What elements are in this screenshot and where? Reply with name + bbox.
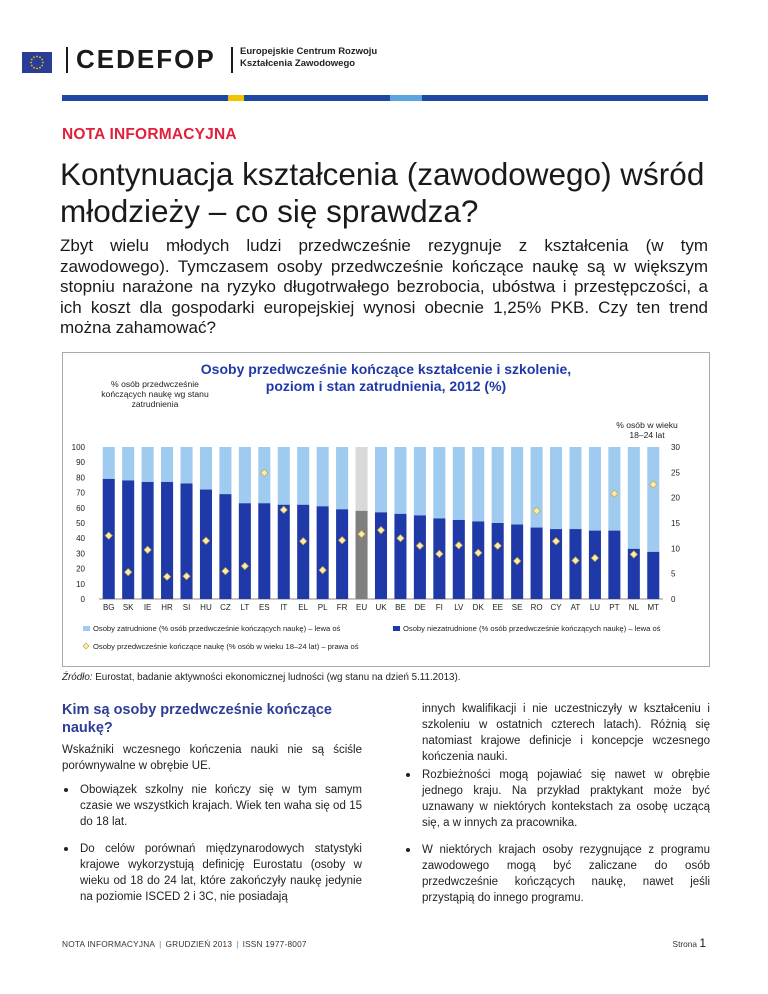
footer-issn: ISSN 1977-8007 (242, 939, 307, 949)
bar-unemployed (219, 494, 231, 599)
bar-unemployed (589, 531, 601, 599)
logo-divider (66, 47, 68, 73)
legend-label-rate: Osoby przedwcześnie kończące naukę (% osób w wieku 18–24 lat) – prawa oś (93, 642, 359, 651)
bar-employed (278, 447, 290, 505)
left-axis-label-line: % osób przedwcześnie (111, 379, 199, 389)
x-tick-label: PL (317, 603, 328, 612)
logo-separator (231, 47, 233, 73)
page-title: Kontynuacja kształcenia (zawodowego) wśród młodzieży – co się sprawdza? (60, 156, 705, 229)
x-tick-label: CZ (220, 603, 231, 612)
left-bullet-list (62, 782, 362, 916)
bullet-icon (64, 847, 68, 851)
stripe-segment (62, 95, 228, 101)
bar-unemployed (239, 503, 251, 599)
y-right-tick-label: 30 (671, 443, 680, 452)
y-tick-label: 60 (76, 503, 85, 513)
y-tick-label: 30 (76, 549, 85, 559)
y-tick-label: 100 (71, 443, 85, 452)
left-axis-label-line: zatrudnienia (131, 399, 179, 409)
bullet-icon (406, 773, 410, 777)
y-right-tick-label: 20 (671, 493, 680, 503)
x-tick-label: EE (492, 603, 504, 612)
bar-employed (589, 447, 601, 531)
x-tick-label: AT (570, 603, 581, 612)
footer-date: GRUDZIEŃ 2013 (165, 939, 233, 949)
bar-unemployed (375, 512, 387, 599)
organization-name: Europejskie Centrum Rozwoju Kształcenia Zawodowego (240, 46, 378, 69)
x-tick-label: SE (511, 603, 523, 612)
x-tick-label: FR (336, 603, 348, 612)
bar-unemployed (297, 505, 309, 599)
list-item-text: W niektórych krajach osoby rezygnujące z programu zawodowego mogą być zaliczane do osób przedwcześnie kończących naukę, nawet jeśli przystąpią do innego programu. (422, 844, 710, 904)
list-item-text: Obowiązek szkolny nie kończy się w tym samym czasie we wszystkich krajach. Wiek ten waha się od 15 do 18 lat. (80, 784, 362, 828)
bar-employed (122, 447, 134, 480)
x-tick-label: BE (395, 603, 406, 612)
list-item (404, 842, 710, 906)
x-tick-label: PT (609, 603, 620, 612)
y-tick-label: 70 (76, 488, 85, 498)
footer-publication: NOTA INFORMACYJNA (62, 939, 156, 949)
y-right-tick-label: 0 (671, 595, 676, 604)
y-tick-label: 40 (76, 534, 85, 544)
bar-employed (375, 447, 387, 512)
x-tick-label: FI (435, 603, 443, 612)
bar-employed (297, 447, 309, 505)
bar-unemployed (608, 531, 620, 599)
bar-unemployed (492, 523, 504, 599)
page-label: Strona (672, 939, 697, 949)
chart-title-line-1: Osoby przedwcześnie kończące kształcenie i szkolenie, (200, 361, 572, 377)
y-right-tick-label: 5 (671, 569, 676, 579)
bar-unemployed (142, 482, 154, 599)
legend-label-employed: Osoby zatrudnione (% osób przedwcześnie kończących naukę) – lewa oś (93, 624, 341, 633)
x-tick-label: IE (143, 603, 152, 612)
legend-swatch-unemployed (393, 626, 400, 631)
bar-employed (142, 447, 154, 482)
list-item (404, 767, 710, 831)
bar-unemployed (414, 515, 426, 599)
x-tick-label: EU (355, 603, 368, 612)
left-axis-label-line: kończących naukę wg stanu (101, 389, 209, 399)
bar-unemployed (433, 518, 445, 599)
y-tick-label: 80 (76, 473, 85, 483)
right-axis-label (616, 420, 678, 440)
x-tick-label: UK (375, 603, 387, 612)
x-tick-label: EL (298, 603, 309, 612)
x-tick-label: IT (280, 603, 288, 612)
page-number (673, 936, 706, 950)
bar-chart (63, 353, 709, 666)
x-tick-label: CY (550, 603, 562, 612)
x-tick-label: LU (589, 603, 601, 612)
list-item (62, 782, 362, 830)
x-tick-label: NL (628, 603, 639, 612)
bar-unemployed (278, 505, 290, 599)
y-right-tick-label: 15 (671, 519, 680, 528)
x-tick-label: ES (258, 603, 270, 612)
stripe-segment (244, 95, 390, 101)
bar-employed (394, 447, 406, 514)
right-axis-label-line: % osób w wieku (616, 420, 678, 430)
bar-unemployed (356, 511, 368, 599)
bar-unemployed (472, 521, 484, 599)
source-label: Źródło: (62, 672, 93, 683)
bar-unemployed (122, 480, 134, 599)
bar-employed (453, 447, 465, 520)
x-tick-label: HU (200, 603, 212, 612)
footer: NOTA INFORMACYJNA | GRUDZIEŃ 2013 | ISSN 1977-8007 (62, 939, 307, 949)
bar-employed (433, 447, 445, 518)
source-text: Eurostat, badanie aktywności ekonomicznej ludności (wg stanu na dzień 5.11.2013). (92, 672, 461, 683)
bar-employed (492, 447, 504, 523)
bar-unemployed (531, 528, 543, 599)
bar-unemployed (336, 509, 348, 599)
bar-employed (550, 447, 562, 529)
bar-employed (356, 447, 368, 511)
x-tick-label: SK (122, 603, 134, 612)
chart-source (62, 672, 460, 683)
right-continuation: innych kwalifikacji i nie uczestniczyły w kształceniu i szkoleniu w ostatnich czterech latach). Różnią się natomiast krajowe definicje i koncepcje wczesnego kończenia nauki. (422, 703, 710, 763)
y-tick-label: 10 (76, 579, 85, 589)
bar-unemployed (258, 503, 270, 599)
bar-employed (336, 447, 348, 509)
x-tick-label: BG (102, 603, 115, 612)
bullet-icon (64, 788, 68, 792)
chart-container (62, 352, 710, 667)
list-item (62, 841, 362, 905)
document-type-label: NOTA INFORMACYJNA (62, 126, 237, 143)
stripe-segment (422, 95, 708, 101)
bar-unemployed (161, 482, 173, 599)
right-axis-label-line: 18–24 lat (629, 430, 665, 440)
y-tick-label: 20 (76, 564, 85, 574)
y-right-tick-label: 25 (671, 468, 680, 478)
list-item-text: Do celów porównań międzynarodowych statystyki krajowe wykorzystują definicję Eurostatu (osoby w wieku od 18 do 24 lat, które zakończyły naukę jedynie na poziomie ISCED 2 i 3C, nie posiadają (80, 843, 362, 903)
legend-label-unemployed: Osoby niezatrudnione (% osób przedwcześnie kończących naukę) – lewa oś (403, 624, 661, 633)
bar-employed (472, 447, 484, 521)
bar-unemployed (453, 520, 465, 599)
bar-employed (161, 447, 173, 482)
y-right-tick-label: 10 (671, 544, 680, 554)
bar-employed (569, 447, 581, 529)
y-tick-label: 0 (80, 595, 85, 604)
legend-marker-rate (83, 643, 89, 649)
x-tick-label: MT (647, 603, 660, 612)
bar-employed (239, 447, 251, 503)
x-tick-label: DE (414, 603, 426, 612)
bar-employed (647, 447, 659, 552)
bar-employed (608, 447, 620, 531)
bar-employed (414, 447, 426, 515)
bar-unemployed (180, 483, 192, 599)
bar-employed (103, 447, 115, 479)
bar-employed (628, 447, 640, 549)
left-axis-label (101, 379, 209, 409)
lead-paragraph: Zbyt wielu młodych ludzi przedwcześnie rezygnuje z kształcenia (w tym zawodowego). Tymczasem osoby przedwcześnie kończące naukę są w większym stopniu narażone na ryzyko długotrwałego bezrobocia, ubóstwa i przestępczości, a ich koszt dla gospodarki europejskiej wynosi obecnie 1,25% PKB. Czy ten trend można zahamować? (60, 236, 708, 337)
list-item-text: Rozbieżności mogą pojawiać się nawet w obrębie jednego kraju. Na przykład praktykant może być uznawany w niektórych kontekstach za osobę uczącą się, a w innych za pracownika. (422, 769, 710, 829)
bar-employed (180, 447, 192, 483)
x-tick-label: DK (472, 603, 484, 612)
x-tick-label: SI (182, 603, 191, 612)
x-tick-label: LT (240, 603, 250, 612)
x-tick-label: HR (161, 603, 173, 612)
bar-unemployed (394, 514, 406, 599)
bar-employed (219, 447, 231, 494)
bar-unemployed (647, 552, 659, 599)
eu-flag-icon (22, 52, 52, 73)
y-tick-label: 50 (76, 519, 85, 528)
legend-swatch-employed (83, 626, 90, 631)
y-tick-label: 90 (76, 458, 85, 468)
page-number-value: 1 (699, 936, 706, 950)
stripe-segment (390, 95, 422, 101)
x-tick-label: LV (454, 603, 464, 612)
section-intro: Wskaźniki wczesnego kończenia nauki nie są ściśle porównywalne w obrębie UE. (62, 744, 362, 772)
section-heading: Kim są osoby przedwcześnie kończące naukę? (62, 702, 332, 736)
bar-employed (511, 447, 523, 525)
bar-employed (200, 447, 212, 490)
bar-employed (317, 447, 329, 506)
chart-title-line-2: poziom i stan zatrudnienia, 2012 (%) (265, 378, 507, 394)
stripe-segment (228, 95, 244, 101)
bullet-icon (406, 848, 410, 852)
cedefop-logo: CEDEFOP (76, 44, 216, 74)
right-bullet-list (404, 767, 710, 917)
x-tick-label: RO (530, 603, 543, 612)
bar-unemployed (317, 506, 329, 599)
bar-employed (531, 447, 543, 528)
